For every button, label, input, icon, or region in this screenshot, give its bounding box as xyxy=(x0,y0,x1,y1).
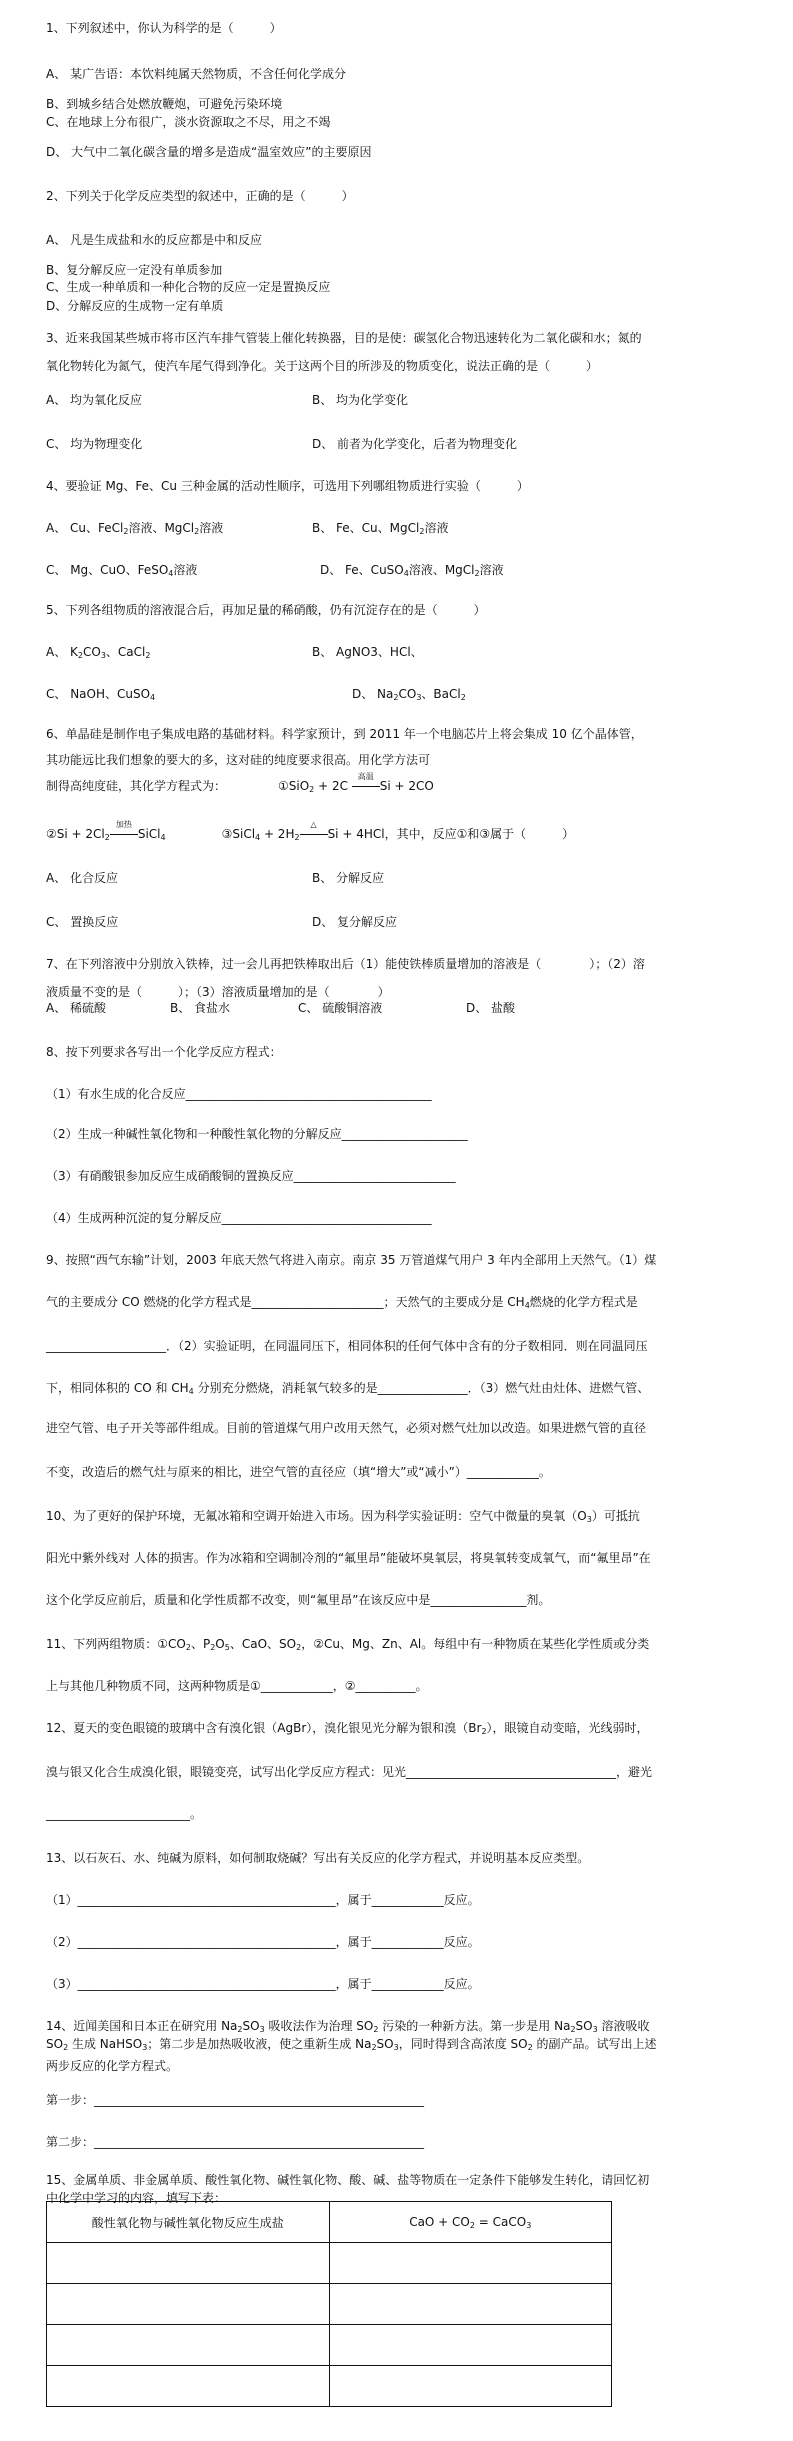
q5-stem: 5、下列各组物质的溶液混合后，再加足量的稀硝酸，仍有沉淀存在的是（ ） xyxy=(46,603,486,617)
q13-item-3: （3）___________________________________________，属于____________反应。 xyxy=(46,1977,480,1991)
q14-line3: 两步反应的化学方程式。 xyxy=(46,2059,179,2073)
q3-line1: 3、近来我国某些城市将市区汽车排气管装上催化转换器，目的是使：碳氢化合物迅速转化为二氧化碳和水；氮的 xyxy=(46,331,642,345)
q8-item-2: （2）生成一种碱性氧化物和一种酸性氧化物的分解反应_____________________ xyxy=(46,1127,468,1141)
q2-option-d: D、分解反应的生成物一定有单质 xyxy=(46,299,224,313)
q5-option-d: D、 $Na_2CO_3$、BaCl$_2$ xyxy=(352,687,466,702)
q1-option-d: D、 大气中二氧化碳含量的增多是造成“温室效应”的主要原因 xyxy=(46,145,372,159)
table-cell[interactable] xyxy=(47,2284,330,2325)
q9-line5: 进空气管、电子开关等部件组成。目前的管道煤气用户改用天然气，必须对燃气灶加以改造。如果进燃气管的直径 xyxy=(46,1421,647,1435)
q13-item-1: （1）___________________________________________，属于____________反应。 xyxy=(46,1893,480,1907)
q6-option-c: C、 置换反应 xyxy=(46,915,119,929)
q12-line3: ________________________。 xyxy=(46,1807,203,1821)
q11-line2: 上与其他几种物质不同，这两种物质是①____________，②__________。 xyxy=(46,1679,428,1693)
table-row xyxy=(47,2284,612,2325)
q7-line2: 液质量不变的是（ ）；（3）溶液质量增加的是（ ） xyxy=(46,985,390,999)
table-cell[interactable] xyxy=(47,2366,330,2407)
q15-line2: 中化学中学习的内容，填写下表： xyxy=(46,2191,227,2205)
q7-option-a: A、 稀硫酸 xyxy=(46,1001,107,1015)
q2-option-a: A、 凡是生成盐和水的反应都是中和反应 xyxy=(46,233,263,247)
table-row xyxy=(47,2366,612,2407)
q5-option-b: B、 AgNO3、HCl、 xyxy=(312,645,423,659)
q10-line3: 这个化学反应前后，质量和化学性质都不改变，则“氟里昂”在该反应中是________________剂。 xyxy=(46,1593,551,1607)
table-cell[interactable] xyxy=(329,2366,612,2407)
q5-option-c: C、 NaOH、CuSO$_4$ xyxy=(46,687,156,702)
q7-option-c: C、 硫酸铜溶液 xyxy=(298,1001,383,1015)
q3-option-b: B、 均为化学变化 xyxy=(312,393,409,407)
q8-item-3: （3）有硝酸银参加反应生成硝酸铜的置换反应___________________________ xyxy=(46,1169,456,1183)
table-cell[interactable] xyxy=(329,2243,612,2284)
q1-option-b: B、到城乡结合处燃放鞭炮，可避免污染环境 xyxy=(46,97,283,111)
table-row xyxy=(47,2243,612,2284)
table-head-right: CaO + $CO_2$ = CaCO$_3$ xyxy=(329,2202,612,2243)
q4-option-a: A、 Cu、FeCl$_2$溶液、MgCl$_2$溶液 xyxy=(46,521,224,536)
q2-stem: 2、下列关于化学反应类型的叙述中，正确的是（ ） xyxy=(46,189,354,203)
q14-step-2: 第二步：_______________________________________________________ xyxy=(46,2135,425,2149)
q6-option-a: A、 化合反应 xyxy=(46,871,119,885)
q6-equation-1: 制得高纯度硅，其化学方程式为： ①SiO$_2$ + 2C 高温 Si + 2CO xyxy=(46,772,434,794)
q10-line1: 10、为了更好的保护环境，无氟冰箱和空调开始进入市场。因为科学实验证明：空气中微量的臭氧$(O_3)$可抵抗 xyxy=(46,1509,640,1524)
q6-equation-2-3: ②Si + $2Cl_2$ 加热 SiCl$_4$ ③SiCl$_4$ + $2H_2$ △ Si + 4HCl，其中，反应①和③属于（ ） xyxy=(46,820,575,842)
q4-stem: 4、要验证 Mg、Fe、Cu 三种金属的活动性顺序，可选用下列哪组物质进行实验（ ） xyxy=(46,479,529,493)
q2-option-b: B、复分解反应一定没有单质参加 xyxy=(46,263,223,277)
q1-option-a: A、 某广告语：本饮料纯属天然物质，不含任何化学成分 xyxy=(46,67,347,81)
q8-stem: 8、按下列要求各写出一个化学反应方程式： xyxy=(46,1045,282,1059)
q12-line1: 12、夏天的变色眼镜的玻璃中含有溴化银（AgBr），溴化银见光分解为银和溴$(Br_2)$，眼镜自动变暗，光线弱时， xyxy=(46,1721,649,1736)
q3-line2: 氧化物转化为氮气，使汽车尾气得到净化。关于这两个目的所涉及的物质变化，说法正确的是（ ） xyxy=(46,359,599,373)
q4-option-d: D、 Fe、CuSO$_4$溶液、MgCl$_2$溶液 xyxy=(320,563,504,578)
q15-line1: 15、金属单质、非金属单质、酸性氧化物、碱性氧化物、酸、碱、盐等物质在一定条件下能够发生转化，请回忆初 xyxy=(46,2173,650,2187)
q4-option-b: B、 Fe、Cu、MgCl$_2$溶液 xyxy=(312,521,449,536)
table-cell[interactable] xyxy=(329,2325,612,2366)
q8-item-4: （4）生成两种沉淀的复分解反应___________________________________ xyxy=(46,1211,432,1225)
table-cell[interactable] xyxy=(329,2284,612,2325)
q5-option-a: A、 $K_2CO_3$、CaCl$_2$ xyxy=(46,645,151,660)
q9-line3: ____________________．（2）实验证明，在同温同压下，相同体积的任何气体中含有的分子数相同．则在同温同压 xyxy=(46,1339,648,1353)
q1-option-c: C、在地球上分布很广，淡水资源取之不尽，用之不竭 xyxy=(46,115,331,129)
q1-stem: 1、下列叙述中，你认为科学的是（ ） xyxy=(46,21,282,35)
q13-stem: 13、以石灰石、水、纯碱为原料，如何制取烧碱？写出有关反应的化学方程式，并说明基本反应类型。 xyxy=(46,1851,590,1865)
q8-item-1: （1）有水生成的化合反应_________________________________________ xyxy=(46,1087,432,1101)
q2-option-c: C、生成一种单质和一种化合物的反应一定是置换反应 xyxy=(46,280,331,294)
q11-line1: 11、下列两组物质：$①CO_2$、$P_2O_5$、CaO、$SO_2$，②Cu、Mg、Zn、Al。每组中有一种物质在某些化学性质或分类 xyxy=(46,1637,650,1652)
table-cell[interactable] xyxy=(47,2243,330,2284)
q15-table xyxy=(46,2201,612,2407)
q7-option-b: B、 食盐水 xyxy=(170,1001,231,1015)
q14-line2: $SO_2$ 生成 NaHSO$_3$；第二步是加热吸收液，使之重新生成 $Na_2SO_3$，同时得到含高浓度 $SO_2$ 的副产品。试写出上述 xyxy=(46,2037,657,2052)
q6-line1: 6、单晶硅是制作电子集成电路的基础材料。科学家预计，到 2011 年一个电脑芯片上将会集成 10 亿个晶体管， xyxy=(46,727,643,741)
table-head-left: 酸性氧化物与碱性氧化物反应生成盐 xyxy=(47,2202,330,2243)
q9-line1: 9、按照“西气东输”计划，2003 年底天然气将进入南京。南京 35 万管道煤气用户 3 年内全部用上天然气。（1）煤 xyxy=(46,1253,657,1267)
q3-option-a: A、 均为氧化反应 xyxy=(46,393,143,407)
q9-line2: 气的主要成分 CO 燃烧的化学方程式是______________________；天然气的主要成分是 $CH_4$燃烧的化学方程式是 xyxy=(46,1295,638,1310)
q9-line6: 不变，改造后的燃气灶与原来的相比，进空气管的直径应（填“增大”或“减小”）____________。 xyxy=(46,1465,551,1479)
q12-line2: 溴与银又化合生成溴化银，眼镜变亮，试写出化学反应方程式：见光___________________________________，避光 xyxy=(46,1765,653,1779)
q3-option-c: C、 均为物理变化 xyxy=(46,437,143,451)
table-row xyxy=(47,2202,612,2243)
q6-line2: 其功能远比我们想象的要大的多，这对硅的纯度要求很高。用化学方法可 xyxy=(46,753,431,767)
table-cell[interactable] xyxy=(47,2325,330,2366)
table-row xyxy=(47,2325,612,2366)
q7-line1: 7、在下列溶液中分别放入铁棒，过一会儿再把铁棒取出后（1）能使铁棒质量增加的溶液是（ ）；（2）溶 xyxy=(46,957,645,971)
q10-line2: 阳光中紫外线对 人体的损害。作为冰箱和空调制冷剂的“氟里昂”能破坏臭氧层，将臭氧转变成氧气，而“氟里昂”在 xyxy=(46,1551,651,1565)
q4-option-c: C、 Mg、CuO、FeSO$_4$溶液 xyxy=(46,563,198,578)
q13-item-2: （2）___________________________________________，属于____________反应。 xyxy=(46,1935,480,1949)
q14-step-1: 第一步：_______________________________________________________ xyxy=(46,2093,425,2107)
q6-option-b: B、 分解反应 xyxy=(312,871,385,885)
q9-line4: 下，相同体积的 CO 和 $CH_4$ 分别充分燃烧，消耗氧气较多的是_______________．（3）燃气灶由灶体、进燃气管、 xyxy=(46,1381,650,1396)
q6-option-d: D、 复分解反应 xyxy=(312,915,398,929)
q14-line1: 14、近闻美国和日本正在研究用 $Na_2SO_3$ 吸收法作为治理 $SO_2$ 污染的一种新方法。第一步是用 $Na_2SO_3$ 溶液吸收 xyxy=(46,2019,650,2034)
q3-option-d: D、 前者为化学变化，后者为物理变化 xyxy=(312,437,518,451)
q7-option-d: D、 盐酸 xyxy=(466,1001,516,1015)
